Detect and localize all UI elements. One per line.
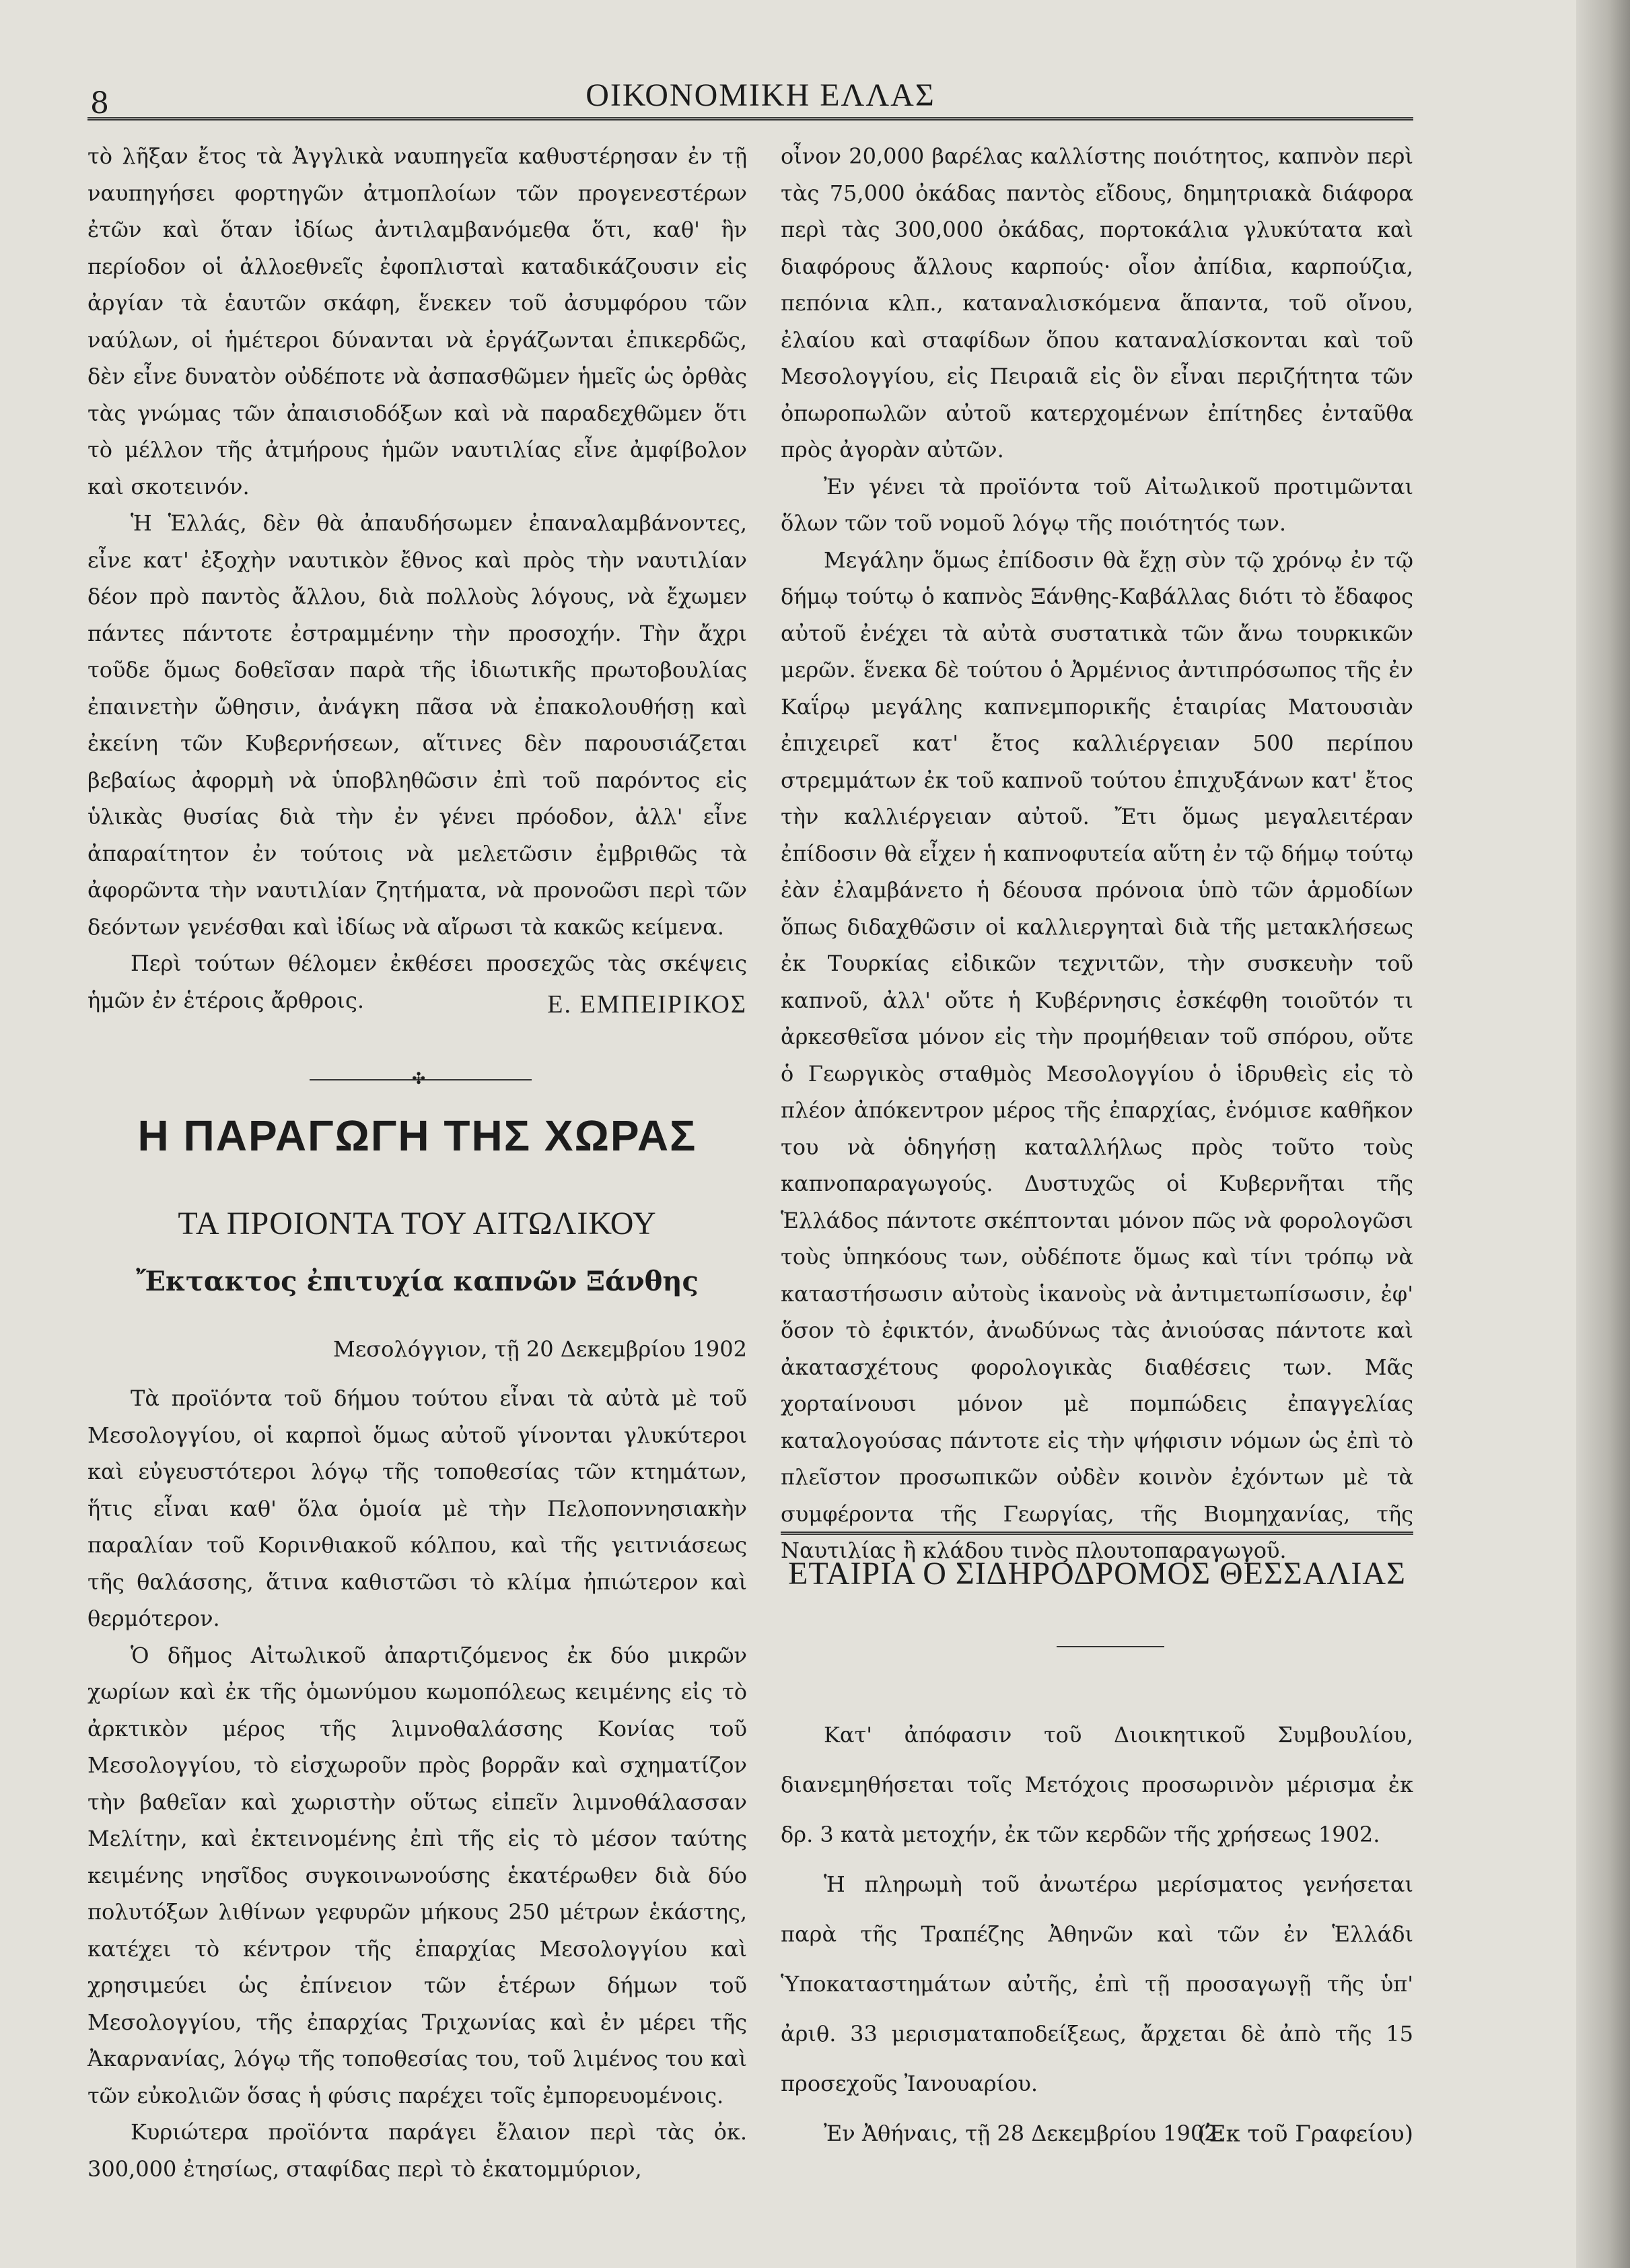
notice-body (781, 1710, 1413, 2158)
paragraph: Περὶ τούτων θέλομεν ἐκθέσει προσεχῶς τὰς σκέψεις ἡμῶν ἐν ἑτέροις ἄρθροις. (87, 951, 747, 1013)
article-shipping (87, 138, 747, 1019)
page-number: 8 (90, 86, 109, 121)
notice-title: ΕΤΑΙΡΙΑ Ο ΣΙΔΗΡΟΔΡΟΜΟΣ ΘΕΣΣΑΛΙΑΣ (788, 1556, 1406, 1591)
paragraph: Μεγάλην ὅμως ἐπίδοσιν θὰ ἔχῃ σὺν τῷ χρόνῳ ἐν τῷ δήμῳ τούτῳ ὁ καπνὸς Ξάνθης-Καβάλλας διότι τὸ ἔδαφος αὐτοῦ ἐνέχει τὰ αὐτὰ συστατικὰ τῶν ἄνω τουρκικῶν μερῶν. ἕνεκα δὲ τούτου ὁ Ἀρμένιος ἀντιπρόσωπος τῆς ἐν Καΐρῳ μεγάλης καπνεμπορικῆς ἑταιρίας Ματουσιὰν ἐπιχειρεῖ κατ' ἔτος καλλιέργειαν 500 περίπου στρεμμάτων ἐκ τοῦ καπνοῦ τούτου ἐπιχυξάνων κατ' ἔτος τὴν καλλιέργειαν αὐτοῦ. Ἔτι ὅμως μεγαλειτέραν ἐπίδοσιν θὰ εἶχεν ἡ καπνοφυτεία αὕτη ἐν τῷ δήμῳ τούτῳ ἐὰν ἐλαμβάνετο ἡ δέουσα πρόνοια ὑπὸ τῶν ἁρμοδίων ὅπως διδαχθῶσιν οἱ καλλιεργηταὶ διὰ τῆς μετακλήσεως ἐκ Τουρκίας εἰδικῶν τεχνιτῶν, τὴν συσκευὴν τοῦ καπνοῦ, ἀλλ' οὔτε ἡ Κυβέρνησις ἐσκέφθη τοιοῦτόν τι ἀρκεσθεῖσα μόνον εἰς τὴν προμήθειαν τοῦ σπόρου, οὔτε ὁ Γεωργικὸς σταθμὸς Μεσολογγίου ὁ ἱδρυθεὶς εἰς τὸ πλέον ἀπόκεντρον μέρος τῆς ἐπαρχίας, ἐνόμισε καθῆκον του νὰ ὁδηγήσῃ καταλλήλως πρὸς τοῦτο τοὺς καπνοπαραγωγούς. Δυστυχῶς οἱ Κυβερνῆται τῆς Ἑλλάδος πάντοτε σκέπτονται μόνον πῶς νὰ φορολογῶσι τοὺς ὑπηκόους των, οὐδέποτε ὅμως καὶ τίνι τρόπῳ νὰ καταστήσωσιν αὐτοὺς ἱκανοὺς νὰ ἀντιμετωπίσωσιν, ἐφ' ὅσον τὸ ἐφικτόν, ἀνωδύνως τὰς ἀνιούσας πάντοτε καὶ ἀκατασχέτους φορολογικὰς διαθέσεις των. Μᾶς χορταίνουσι μόνον μὲ πομπώδεις ἐπαγγελίας καταλογούσας πάντοτε εἰς τὴν ψήφισιν νόμων ὡς ἐπὶ τὸ πλεῖστον προσωπικῶν οὐδὲν κοινὸν ἐχόντων μὲ τὰ συμφέροντα τῆς Γεωργίας, τῆς Βιομηχανίας, τῆς Ναυτιλίας ἢ κλάδου τινὸς πλουτοπαραγωγοῦ. (781, 547, 1413, 1563)
notice-short-rule (1057, 1646, 1164, 1647)
paragraph: τὸ λῆξαν ἔτος τὰ Ἀγγλικὰ ναυπηγεῖα καθυστέρησαν ἐν τῇ ναυπηγήσει φορτηγῶν ἀτμοπλοίων τῶν προγενεστέρων ἐτῶν καὶ ὅταν ἰδίως ἀντιλαμβανόμεθα ὅτι, καθ' ἣν περίοδον οἱ ἀλλοεθνεῖς ἐφοπλισταὶ καταδικάζουσιν εἰς ἀργίαν τὰ ἑαυτῶν σκάφη, ἕνεκεν τοῦ ἀσυμφόρου τῶν ναύλων, οἱ ἡμέτεροι δύνανται νὰ ἐργάζωνται ἐπικερδῶς, δὲν εἶνε δυνατὸν οὐδέποτε νὰ ἀσπασθῶμεν ἡμεῖς ὡς ὀρθὰς τὰς γνώμας τῶν ἀπαισιοδόξων καὶ νὰ παραδεχθῶμεν ὅτι τὸ μέλλον τῆς ἀτμήρους ἡμῶν ναυτιλίας εἶνε ἀμφίβολον καὶ σκοτεινόν. (87, 143, 747, 500)
paragraph: Κατ' ἀπόφασιν τοῦ Διοικητικοῦ Συμβουλίου, διανεμηθήσεται τοῖς Μετόχοις προσωρινὸν μέρισμα ἐκ δρ. 3 κατὰ μετοχήν, ἐκ τῶν κερδῶν τῆς χρήσεως 1902. (781, 1722, 1413, 1847)
page-edge-shadow (1576, 0, 1630, 2268)
header-rule (87, 117, 1413, 121)
paragraph: Ἡ Ἑλλάς, δὲν θὰ ἀπαυδήσωμεν ἐπαναλαμβάνοντες, εἶνε κατ' ἐξοχὴν ναυτικὸν ἔθνος καὶ πρὸς τὴν ναυτιλίαν δέον πρὸ παντὸς ἄλλου, διὰ πολλοὺς λόγους, νὰ ἔχωμεν πάντες πάντοτε ἐστραμμένην τὴν προσοχήν. Τὴν ἄχρι τοῦδε ὅμως δοθεῖσαν παρὰ τῆς ἰδιωτικῆς πρωτοβουλίας ἐπαινετὴν ὤθησιν, ἀνάγκη πᾶσα νὰ ἐπακολουθήσῃ καὶ ἐκείνη τῶν Κυβερνήσεων, αἵτινες δὲν παρουσιάζεται βεβαίως ἀφορμὴ νὰ ὑποβληθῶσιν ἐπὶ τοῦ παρόντος εἰς ὑλικὰς θυσίας διὰ τὴν ἐν γένει πρόοδον, ἀλλ' εἶνε ἀπαραίτητον ἐν τούτοις νὰ μελετῶσιν ἐμβριθῶς τὰ ἀφορῶντα τὴν ναυτιλίαν ζητήματα, νὰ προνοῶσι περὶ τῶν δεόντων γενέσθαι καὶ ἰδίως νὰ αἴρωσι τὰ κακῶς κείμενα. (87, 510, 747, 940)
article-subtitle: ΤΑ ΠΡΟΙΟΝΤΑ ΤΟΥ ΑΙΤΩΛΙΚΟΥ (178, 1206, 657, 1241)
paragraph: Κυριώτερα προϊόντα παράγει ἔλαιον περὶ τὰς ὀκ. 300,000 ἐτησίως, σταφίδας περὶ τὸ ἑκατομμύριον, (87, 2119, 747, 2182)
paragraph: Ὁ δῆμος Αἰτωλικοῦ ἀπαρτιζόμενος ἐκ δύο μικρῶν χωρίων καὶ ἐκ τῆς ὁμωνύμου κωμοπόλεως κειμένης εἰς τὸ ἀρκτικὸν μέρος τῆς λιμνοθαλάσσης Κονίας τοῦ Μεσολογγίου, τὸ εἰσχωροῦν πρὸς βορρᾶν καὶ σχηματίζον τὴν βαθεῖαν καὶ χωριστὴν οὕτως εἰπεῖν λιμνοθάλασσαν Μελίτην, καὶ ἐκτεινομένης ἐπὶ τῆς εἰς τὸ μέσον ταύτης κειμένης νησῖδος συγκοινωνούσης ἑκατέρωθεν διὰ δύο πολυτόξων λιθίνων γεφυρῶν μήκους 250 μέτρων ἑκάστης, κατέχει τὸ κέντρον τῆς ἐπαρχίας Μεσολογγίου καὶ χρησιμεύει ὡς ἐπίνειον τῶν ἑτέρων δήμων τοῦ Μεσολογγίου, τῆς ἐπαρχίας Τριχωνίας καὶ ἐν μέρει τῆς Ἀκαρνανίας, λόγῳ τῆς τοποθεσίας του, τοῦ λιμένος του καὶ τῶν εὐκολιῶν ὅσας ἡ φύσις παρέχει τοῖς ἐμπορευομένοις. (87, 1642, 747, 2108)
notice-rule (781, 1532, 1413, 1535)
paragraph: οἶνον 20,000 βαρέλας καλλίστης ποιότητος, καπνὸν περὶ τὰς 75,000 ὀκάδας παντὸς εἴδους, δημητριακὰ διάφορα περὶ τὰς 300,000 ὀκάδας, πορτοκάλια γλυκύτατα καὶ διαφόρους ἄλλους καρπούς· οἷον ἀπίδια, καρπούζια, πεπόνια κλπ., καταναλισκόμενα ἅπαντα, τοῦ οἴνου, ἐλαίου καὶ σταφίδων ὅπου καταναλίσκονται καὶ τοῦ Μεσολογγίου, εἰς Πειραιᾶ εἰς ὃν εἶναι περιζήτητα τῶν ὀπωροπωλῶν αὐτοῦ κατερχομένων ἐπίτηδες ἐνταῦθα πρὸς ἀγορὰν αὐτῶν. (781, 143, 1413, 462)
paragraph: Ἡ πληρωμὴ τοῦ ἀνωτέρω μερίσματος γενήσεται παρὰ τῆς Τραπέζης Ἀθηνῶν καὶ τῶν ἐν Ἑλλάδι Ὑποκαταστημάτων αὐτῆς, ἐπὶ τῇ προσαγωγῇ τῆς ὑπ' ἀριθ. 33 μερισματαποδείξεως, ἄρχεται δὲ ἀπὸ τῆς 15 προσεχοῦς Ἰανουαρίου. (781, 1871, 1413, 2096)
paragraph: Τὰ προϊόντα τοῦ δήμου τούτου εἶναι τὰ αὐτὰ μὲ τοῦ Μεσολογγίου, οἱ καρποὶ ὅμως αὐτοῦ γίνονται γλυκύτεροι καὶ εὐγευστότεροι λόγῳ τῆς τοποθεσίας τῶν κτημάτων, ἥτις εἶναι καθ' ὅλα ὁμοία μὲ τὴν Πελοποννησιακὴν παραλίαν τοῦ Κορινθιακοῦ κόλπου, καὶ τῆς γειτνιάσεως τῆς θαλάσσης, ἅτινα καθιστῶσι τὸ κλίμα ἠπιώτερον καὶ θερμότερον. (87, 1385, 747, 1631)
paragraph: Ἐν γένει τὰ προϊόντα τοῦ Αἰτωλικοῦ προτιμῶνται ὅλων τῶν τοῦ νομοῦ λόγῳ τῆς ποιότητός των. (781, 473, 1413, 536)
author-signature: Ε. ΕΜΠΕΙΡΙΚΟΣ (547, 990, 747, 1019)
article-kicker: Ἔκτακτος ἐπιτυχία καπνῶν Ξάνθης (136, 1266, 699, 1297)
article-aitoliko-right (781, 138, 1413, 1569)
section-title: Η ΠΑΡΑΓΩΓΗ ΤΗΣ ΧΩΡΑΣ (137, 1111, 697, 1160)
journal-title: ΟΙΚΟΝΟΜΙΚΗ ΕΛΛΑΣ (586, 77, 935, 113)
dateline: Μεσολόγγιον, τῇ 20 Δεκεμβρίου 1902 (332, 1336, 747, 1362)
article-aitoliko-left (87, 1380, 747, 2187)
divider-ornament: ✣ (412, 1069, 426, 1088)
notice-source: (Ἐκ τοῦ Γραφείου) (1197, 2121, 1413, 2147)
notice-date: Ἐν Ἀθήναις, τῇ 28 Δεκεμβρίου 1902. (824, 2121, 1225, 2146)
